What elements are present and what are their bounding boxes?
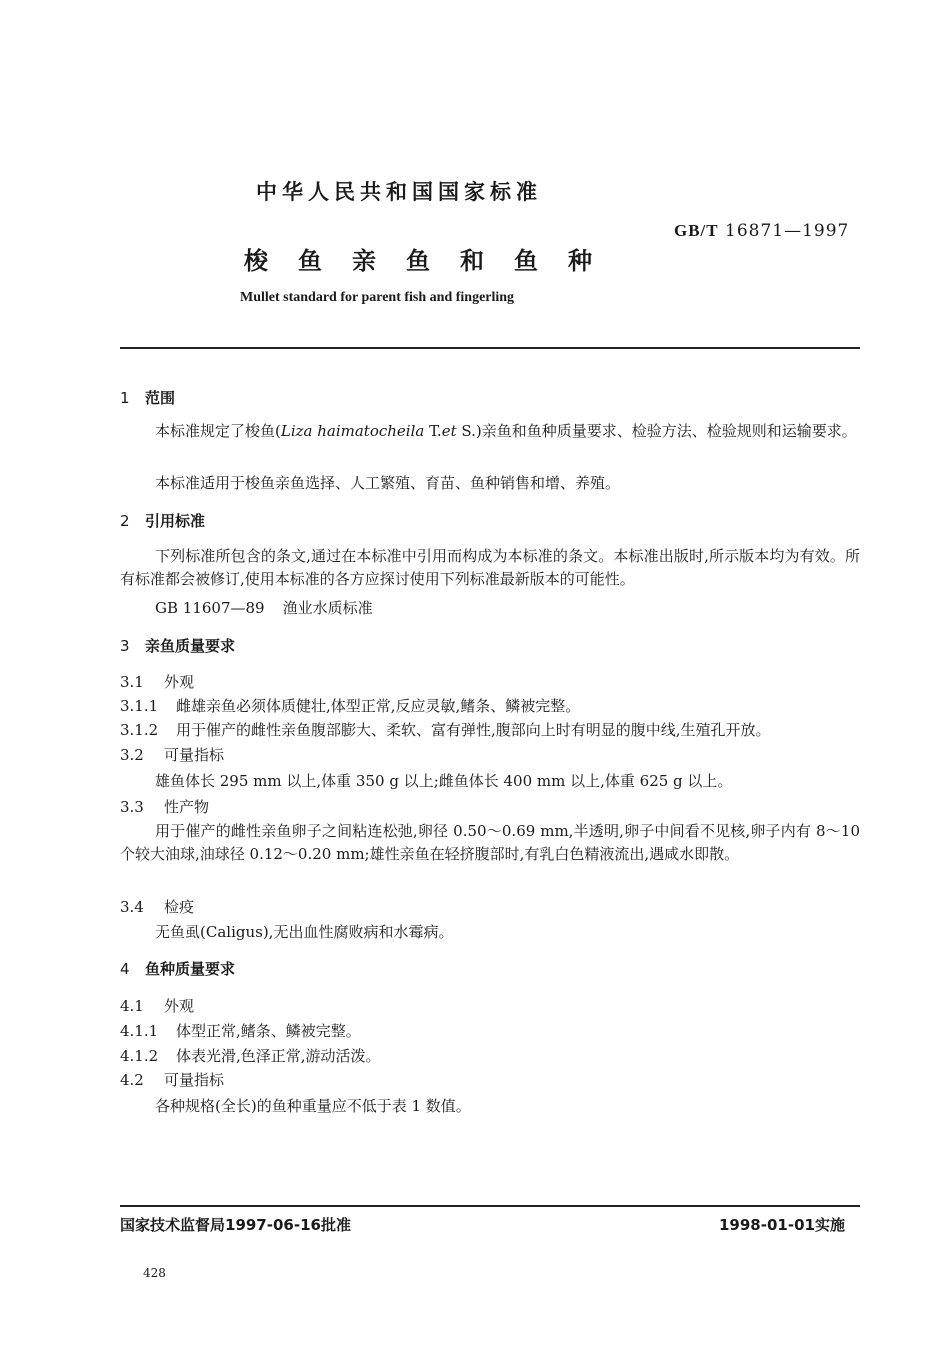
clause-3-1: 3.1 外观 <box>120 673 195 691</box>
section-1-paragraph-2: 本标准适用于梭鱼亲鱼选择、人工繁殖、育苗、鱼种销售和增、养殖。 <box>155 474 621 492</box>
page-number: 428 <box>143 1266 166 1280</box>
standard-code-prefix: GB/T <box>674 221 719 240</box>
standard-title: 梭鱼亲鱼和鱼种 <box>244 247 622 275</box>
section-title: 鱼种质量要求 <box>145 960 236 978</box>
section-number: 3 <box>120 637 130 655</box>
section-2-paragraph: 下列标准所包含的条文,通过在本标准中引用而构成为本标准的条文。本标准出版时,所示版本均为有效。所有标准都会被修订,使用本标准的各方应探讨使用下列标准最新版本的可能性。 <box>120 547 860 588</box>
section-number: 1 <box>120 389 130 407</box>
section-number: 2 <box>120 512 130 530</box>
standard-code-number: 16871—1997 <box>725 221 850 241</box>
clause-3-2: 3.2 可量指标 <box>120 746 225 764</box>
clause-3-2-paragraph: 雄鱼体长 295 mm 以上,体重 350 g 以上;雌鱼体长 400 mm 以上,体重 625 g 以上。 <box>155 772 733 790</box>
clause-3-4-paragraph: 无鱼虱(Caligus),无出血性腐败病和水霉病。 <box>155 923 454 941</box>
clause-3-1-1: 3.1.1 雌雄亲鱼必须体质健壮,体型正常,反应灵敏,鳍条、鳞被完整。 <box>120 697 581 715</box>
section-4-heading <box>120 958 235 979</box>
referenced-standard <box>155 597 373 618</box>
national-standard-heading: 中华人民共和国国家标准 <box>256 180 542 204</box>
section-3-heading <box>120 635 235 656</box>
clause-4-2-paragraph: 各种规格(全长)的鱼种重量应不低于表 1 数值。 <box>155 1097 471 1115</box>
section-1-heading <box>120 387 175 408</box>
clause-4-1: 4.1 外观 <box>120 997 195 1015</box>
reference-title: 渔业水质标准 <box>282 599 373 617</box>
section-2-heading <box>120 510 205 531</box>
clause-3-4: 3.4 检疫 <box>120 898 195 916</box>
standard-code <box>674 221 849 241</box>
english-title: Mullet standard for parent fish and fingerling <box>240 290 515 305</box>
clause-4-1-1: 4.1.1 体型正常,鳍条、鳞被完整。 <box>120 1022 361 1040</box>
implementation-date: 1998-01-01实施 <box>719 1216 845 1234</box>
clause-3-3-paragraph: 用于催产的雌性亲鱼卵子之间粘连松弛,卵径 0.50～0.69 mm,半透明,卵子中间看不见核,卵子内有 8～10 个较大油球,油球径 0.12～0.20 mm;雄性亲鱼在轻挤腹部时,有乳白色精液流出,遇咸水即散。 <box>120 822 860 863</box>
section-title: 引用标准 <box>145 512 206 530</box>
section-title: 范围 <box>145 389 176 407</box>
clause-3-3: 3.3 性产物 <box>120 798 210 816</box>
section-title: 亲鱼质量要求 <box>145 637 236 655</box>
section-1-paragraph-1: 本标准规定了梭鱼(Liza haimatocheila T.et S.)亲鱼和鱼种质量要求、检验方法、检验规则和运输要求。 <box>155 422 857 440</box>
clause-4-2: 4.2 可量指标 <box>120 1071 225 1089</box>
bottom-rule <box>120 1205 860 1207</box>
section-number: 4 <box>120 960 130 978</box>
approval-date: 国家技术监督局1997-06-16批准 <box>120 1216 351 1234</box>
reference-code: GB 11607—89 <box>155 599 265 617</box>
latin-name: Liza haimatocheila <box>280 422 425 440</box>
clause-3-1-2: 3.1.2 用于催产的雌性亲鱼腹部膨大、柔软、富有弹性,腹部向上时有明显的腹中线,生殖孔开放。 <box>120 721 771 739</box>
clause-4-1-2: 4.1.2 体表光滑,色泽正常,游动活泼。 <box>120 1047 381 1065</box>
top-rule <box>120 347 860 349</box>
